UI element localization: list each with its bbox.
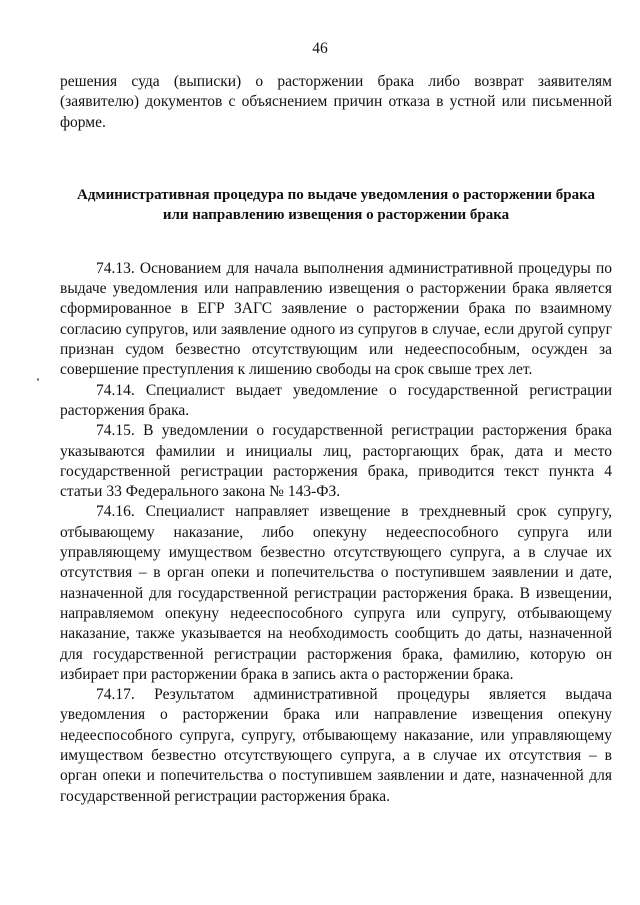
paragraph-74-14: 74.14. Специалист выдает уведомление о государственной регистрации расторжения брака. xyxy=(60,381,612,419)
paragraph-74-13: 74.13. Основанием для начала выполнения административной процедуры по выдаче уведомления или направлению извещения о расторжении брака является сформированное в ЕГР ЗАГС заявление о расторжении брака по взаимному согласию супругов, или заявление одного из супругов в случае, если другой супруг признан судом безвестно отсутствующим или недееспособным, осужден за совершение преступления к лишению свободы на срок свыше трех лет. xyxy=(60,259,612,379)
section-heading-line-2: или направлению извещения о расторжении брака xyxy=(162,206,510,223)
paragraph-74-16: 74.16. Специалист направляет извещение в трехдневный срок супругу, отбывающему наказание, либо опекуну недееспособного супруга или управляющему имуществом безвестно отсутствующего супруга, а в случае их отсутствия – в орган опеки и попечительства о поступившем заявлении и дате, назначенной для государственной регистрации расторжения брака. В извещении, направляемом опекуну недееспособного супруга или супругу, отбывающему наказание, также указывается на необходимость сообщить до даты, назначенной для государственной регистрации расторжения брака, фамилию, которую он избирает при расторжении брака в запись акта о расторжении брака. xyxy=(60,503,612,683)
page-number: 46 xyxy=(312,40,328,57)
section-heading-line-1: Административная процедура по выдаче уведомления о расторжении брака xyxy=(76,186,595,203)
intro-paragraph: решения суда (выписки) о расторжении брака либо возврат заявителям (заявителю) документов с объяснением причин отказа в устной или письменной форме. xyxy=(60,73,612,131)
document-body xyxy=(60,72,612,807)
scan-speck xyxy=(37,378,39,381)
section-heading xyxy=(60,185,612,225)
paragraph-74-17: 74.17. Результатом административной процедуры является выдача уведомления о расторжении брака или направление извещения опекуну недееспособного супруга, супругу, отбывающему наказание, или управляющему имуществом безвестно отсутствующего супруга, а в случае их отсутствия – в орган опеки и попечительства о поступившем заявлении и дате, назначенной для государственной регистрации расторжения брака. xyxy=(60,686,612,805)
paragraph-74-15: 74.15. В уведомлении о государственной регистрации расторжения брака указываются фамилии и инициалы лиц, расторгающих брак, дата и место государственной регистрации расторжения брака, приводится текст пункта 4 статьи 33 Федерального закона № 143-ФЗ. xyxy=(60,422,612,501)
